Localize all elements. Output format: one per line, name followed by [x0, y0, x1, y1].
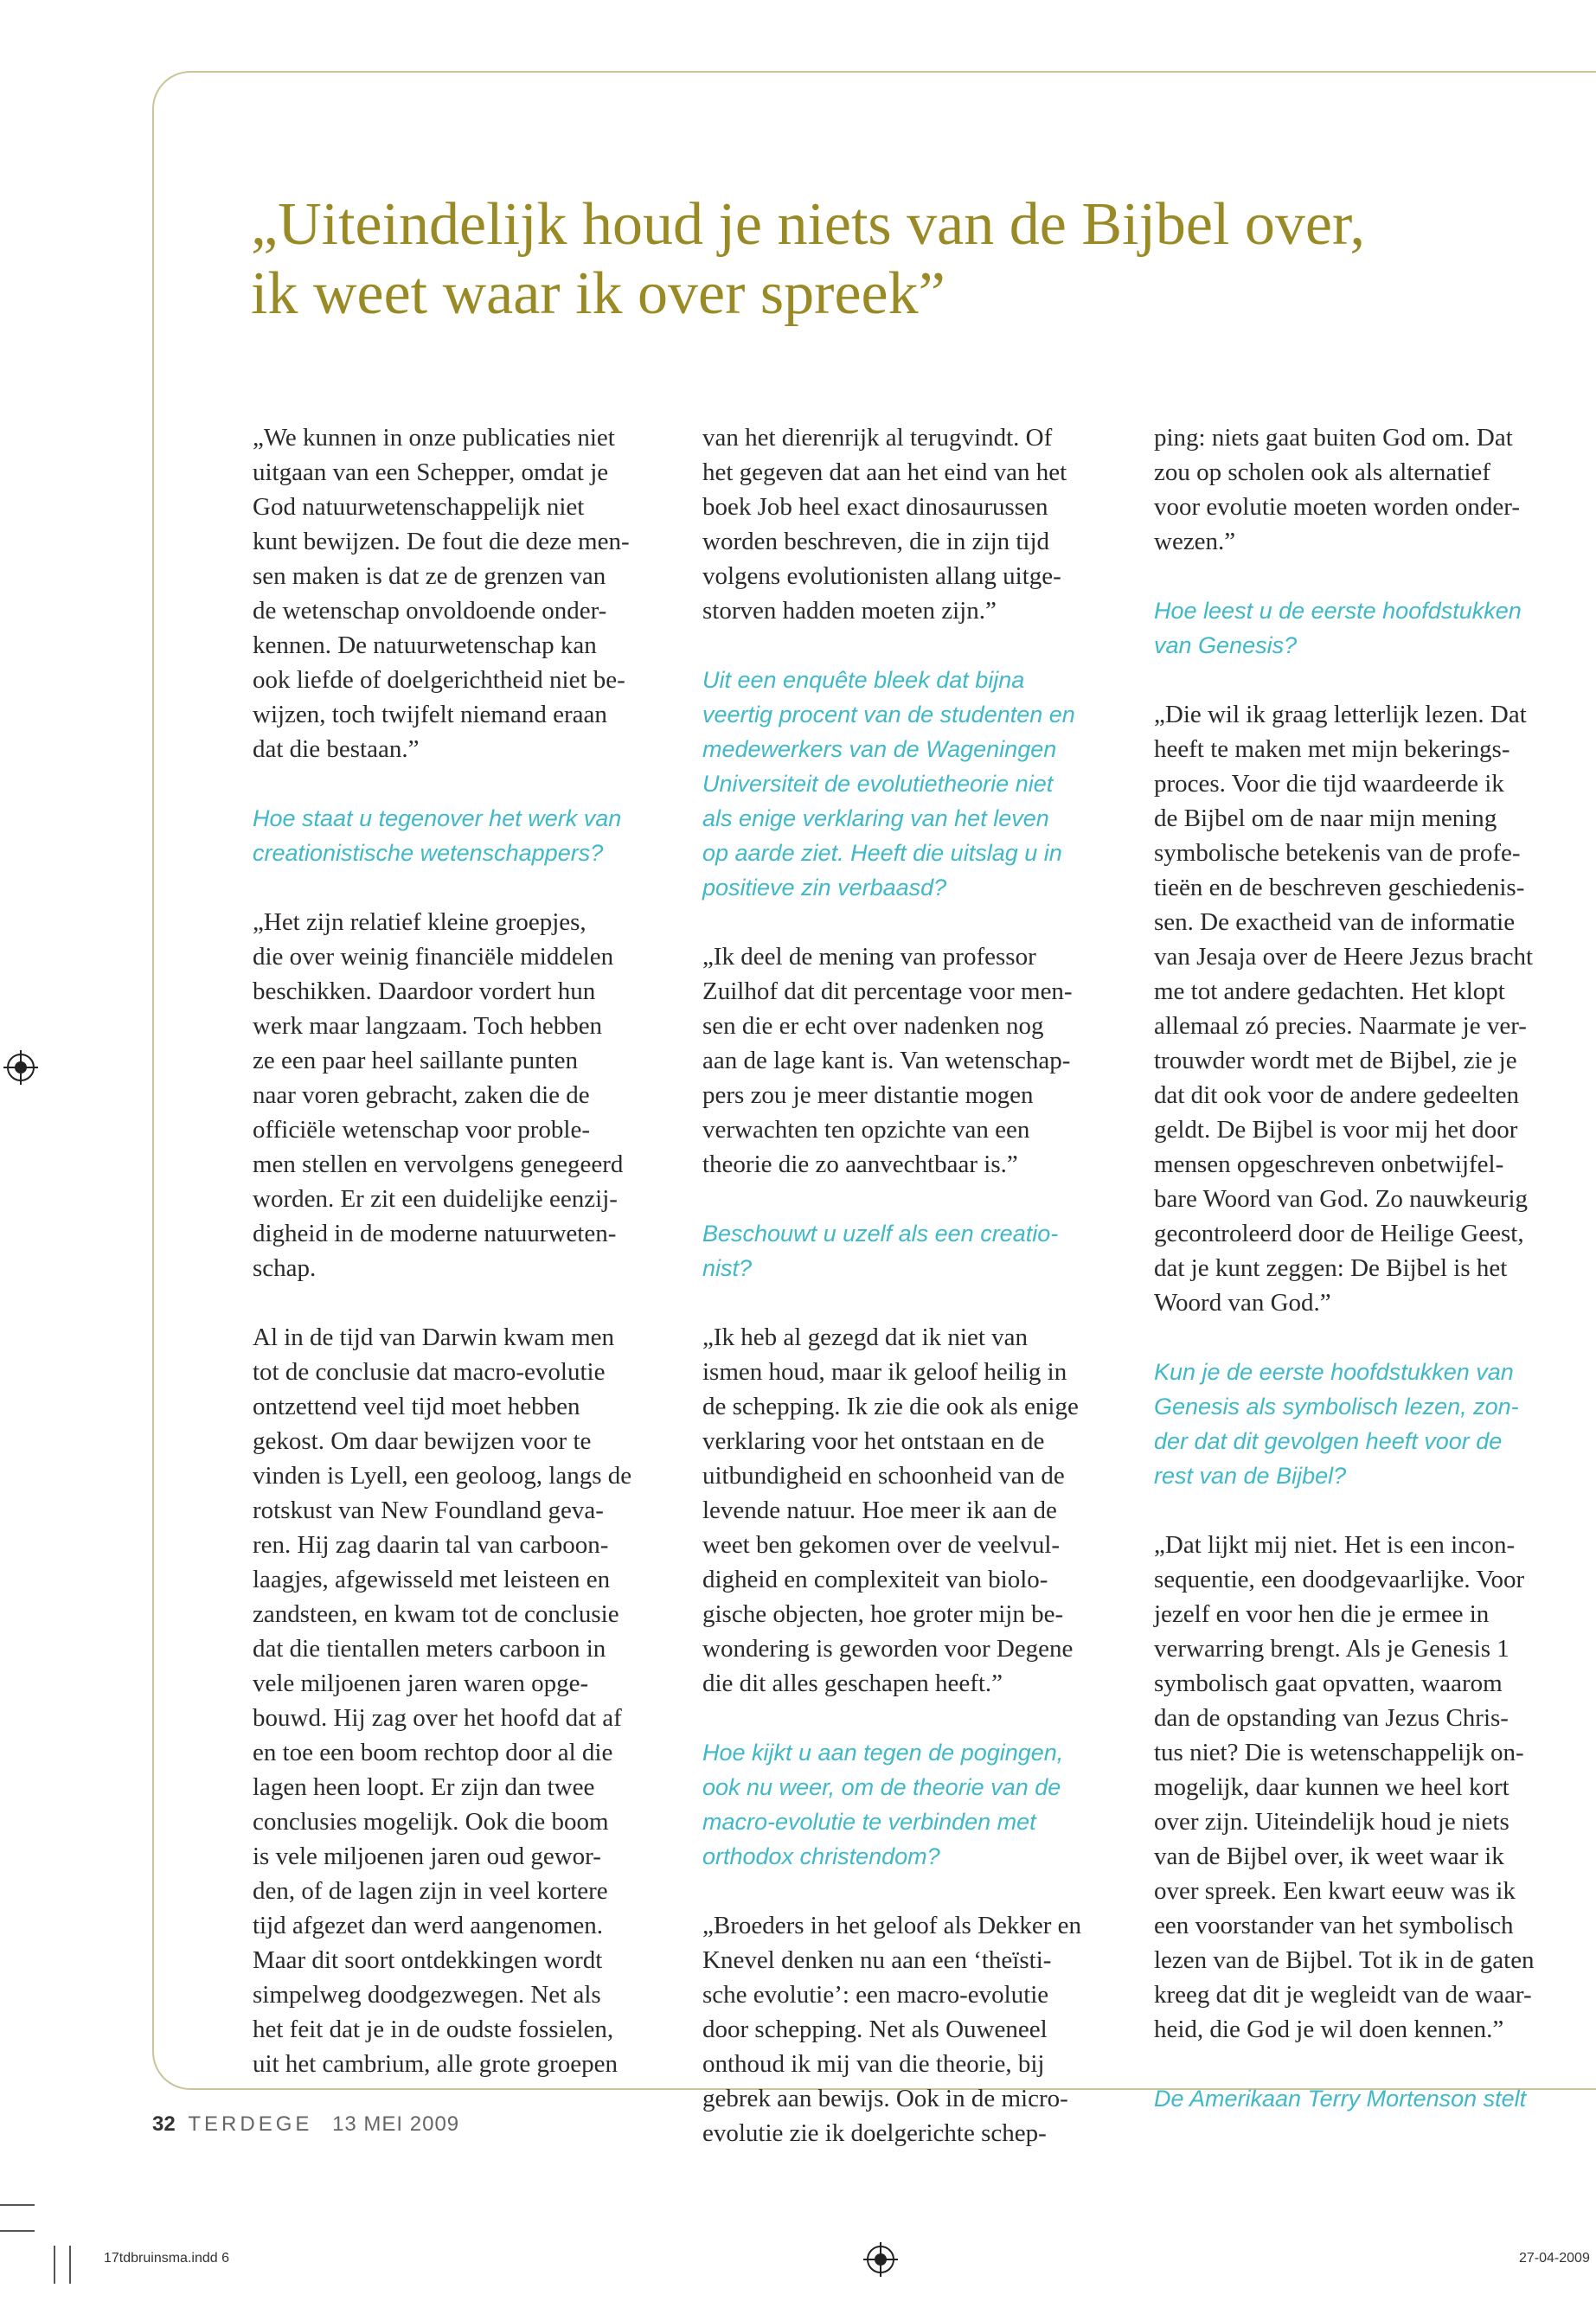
- text-line: lezen van de Bijbel. Tot ik in de gaten: [1154, 1946, 1535, 1974]
- text-line: onthoud ik mij van die theorie, bij: [702, 2050, 1045, 2078]
- text-line: van Jesaja over de Heere Jezus bracht: [1154, 943, 1534, 971]
- text-line: sen maken is dat ze de grenzen van: [253, 562, 606, 590]
- text-line: storven hadden moeten zijn.”: [702, 597, 997, 625]
- article-column-1: [253, 420, 676, 2081]
- text-line: veertig procent van de studenten en: [702, 702, 1075, 727]
- article-column-2: [702, 420, 1126, 2150]
- text-line: tot de conclusie dat macro-evolutie: [253, 1358, 606, 1386]
- text-line: gebrek aan bewijs. Ook in de micro-: [702, 2085, 1068, 2112]
- text-line: Hoe kijkt u aan tegen de pogingen,: [702, 1740, 1064, 1766]
- crop-mark-icon: [0, 2204, 35, 2206]
- text-line: van het dierenrijk al terugvindt. Of: [702, 424, 1053, 452]
- text-line: die dit alles geschapen heeft.”: [702, 1670, 1003, 1697]
- slug-date: 27-04-2009: [1519, 2251, 1590, 2266]
- text-line: op aarde ziet. Heeft die uitslag u in: [702, 840, 1062, 866]
- text-line: bouwd. Hij zag over het hoofd dat af: [253, 1704, 622, 1732]
- text-line: als enige verklaring van het leven: [702, 805, 1049, 831]
- registration-mark-left-icon: [7, 1054, 35, 1081]
- text-line: „We kunnen in onze publicaties niet: [253, 424, 615, 452]
- body-paragraph: [702, 1908, 1126, 2150]
- text-line: „Die wil ik graag letterlijk lezen. Dat: [1154, 701, 1527, 728]
- text-line: mogelijk, daar kunnen we heel kort: [1154, 1773, 1509, 1801]
- text-line: wondering is geworden voor Degene: [702, 1635, 1074, 1663]
- body-paragraph: [1154, 420, 1578, 559]
- text-line: medewerkers van de Wageningen: [702, 736, 1057, 762]
- headline-line-1: „Uiteindelijk houd je niets van de Bijbel over,: [251, 191, 1365, 258]
- text-line: dat die bestaan.”: [253, 735, 420, 763]
- text-line: sequentie, een doodgevaarlijke. Voor: [1154, 1566, 1525, 1593]
- text-line: kunt bewijzen. De fout die deze men-: [253, 528, 630, 555]
- text-line: ontzettend veel tijd moet hebben: [253, 1393, 580, 1420]
- body-paragraph: [702, 939, 1126, 1182]
- text-line: gekost. Om daar bewijzen voor te: [253, 1427, 592, 1455]
- body-paragraph: [253, 1320, 676, 2081]
- text-line: Maar dit soort ontdekkingen wordt: [253, 1946, 603, 1974]
- text-line: pers zou je meer distantie mogen: [702, 1081, 1034, 1109]
- paragraph-gap: [253, 1285, 676, 1320]
- text-line: symbolische betekenis van de profe-: [1154, 839, 1521, 867]
- text-line: „Broeders in het geloof als Dekker en: [702, 1912, 1082, 1939]
- text-line: uitbundigheid en schoonheid van de: [702, 1462, 1065, 1490]
- text-line: over spreek. Een kwart eeuw was ik: [1154, 1877, 1516, 1905]
- paragraph-gap: [1154, 1493, 1578, 1528]
- crop-mark-icon: [54, 2246, 55, 2284]
- text-line: officiële wetenschap voor proble-: [253, 1116, 590, 1144]
- text-line: theorie die zo aanvechtbaar is.”: [702, 1150, 1018, 1178]
- text-line: digheid en complexiteit van biolo-: [702, 1566, 1048, 1593]
- text-line: aan de lage kant is. Van wetenschap-: [702, 1047, 1071, 1074]
- text-line: zandsteen, en kwam tot de conclusie: [253, 1600, 619, 1628]
- slug-filename: 17tdbruinsma.indd 6: [104, 2251, 229, 2266]
- text-line: der dat dit gevolgen heeft voor de: [1154, 1428, 1503, 1454]
- headline: [251, 190, 1505, 329]
- text-line: dan de opstanding van Jezus Chris-: [1154, 1704, 1509, 1732]
- interview-question: [253, 801, 676, 870]
- text-line: Uit een enquête bleek dat bijna: [702, 667, 1025, 693]
- text-line: over zijn. Uiteindelijk houd je niets: [1154, 1808, 1509, 1836]
- text-line: heid, die God je wil doen kennen.”: [1154, 2016, 1504, 2043]
- paragraph-gap: [1154, 663, 1578, 697]
- text-line: lagen heen loopt. Er zijn dan twee: [253, 1773, 595, 1801]
- text-line: laagjes, afgewisseld met leisteen en: [253, 1566, 611, 1593]
- text-line: Al in de tijd van Darwin kwam men: [253, 1324, 614, 1351]
- text-line: volgens evolutionisten allang uitge-: [702, 562, 1061, 590]
- text-line: trouwder wordt met de Bijbel, zie je: [1154, 1047, 1517, 1074]
- text-line: symbolisch gaat opvatten, waarom: [1154, 1670, 1503, 1697]
- text-line: wezen.”: [1154, 528, 1236, 555]
- text-line: „Het zijn relatief kleine groepjes,: [253, 908, 586, 936]
- text-line: orthodox christendom?: [702, 1843, 940, 1869]
- text-line: voor evolutie moeten worden onder-: [1154, 493, 1521, 521]
- interview-question: [1154, 1355, 1578, 1493]
- text-line: tieën en de beschreven geschiedenis-: [1154, 874, 1525, 901]
- text-line: beschikken. Daardoor vordert hun: [253, 977, 596, 1005]
- body-paragraph: [253, 420, 676, 766]
- text-line: naar voren gebracht, zaken die de: [253, 1081, 590, 1109]
- paragraph-gap: [702, 1182, 1126, 1216]
- body-paragraph: [702, 1320, 1126, 1701]
- paragraph-gap: [702, 628, 1126, 663]
- text-line: nist?: [702, 1255, 753, 1281]
- text-line: van de Bijbel over, ik weet waar ik: [1154, 1843, 1504, 1870]
- text-line: dat die tientallen meters carboon in: [253, 1635, 606, 1663]
- text-line: jezelf en voor hen die je ermee in: [1154, 1600, 1490, 1628]
- text-line: het gegeven dat aan het eind van het: [702, 458, 1067, 486]
- text-line: Woord van God.”: [1154, 1289, 1331, 1317]
- text-line: allemaal zó precies. Naarmate je ver-: [1154, 1012, 1527, 1040]
- crop-mark-icon: [0, 2230, 35, 2232]
- interview-question: [702, 1216, 1126, 1285]
- paragraph-gap: [702, 1285, 1126, 1320]
- page-number: 32: [152, 2112, 176, 2136]
- text-line: rest van de Bijbel?: [1154, 1463, 1347, 1489]
- interview-question: [702, 1735, 1126, 1874]
- text-line: „Dat lijkt mij niet. Het is een incon-: [1154, 1531, 1516, 1559]
- text-line: God natuurwetenschappelijk niet: [253, 493, 585, 521]
- paragraph-gap: [1154, 1320, 1578, 1355]
- text-line: den, of de lagen zijn in veel kortere: [253, 1877, 608, 1905]
- text-line: die over weinig financiële middelen: [253, 943, 614, 971]
- crop-mark-icon: [69, 2246, 71, 2284]
- text-line: Hoe leest u de eerste hoofdstukken: [1154, 598, 1522, 624]
- paragraph-gap: [253, 766, 676, 801]
- text-line: heeft te maken met mijn bekerings-: [1154, 735, 1510, 763]
- text-line: schap.: [253, 1254, 317, 1282]
- text-line: me tot andere gedachten. Het klopt: [1154, 977, 1505, 1005]
- text-line: macro-evolutie te verbinden met: [702, 1809, 1036, 1835]
- text-line: worden beschreven, die in zijn tijd: [702, 528, 1050, 555]
- text-line: de schepping. Ik zie die ook als enige: [702, 1393, 1079, 1420]
- text-line: werk maar langzaam. Toch hebben: [253, 1012, 603, 1040]
- text-line: ook liefde of doelgerichtheid niet be-: [253, 666, 625, 694]
- text-line: Beschouwt u uzelf als een creatio-: [702, 1221, 1059, 1247]
- text-line: positieve zin verbaasd?: [702, 875, 947, 901]
- text-line: sen die er echt over nadenken nog: [702, 1012, 1044, 1040]
- text-line: ren. Hij zag daarin tal van carboon-: [253, 1531, 609, 1559]
- text-line: uitgaan van een Schepper, omdat je: [253, 458, 609, 486]
- text-line: sche evolutie’: een macro-evolutie: [702, 1981, 1049, 2009]
- registration-mark-bottom-icon: [867, 2246, 894, 2273]
- text-line: ze een paar heel saillante punten: [253, 1047, 578, 1074]
- text-line: creationistische wetenschappers?: [253, 840, 604, 866]
- text-line: ook nu weer, om de theorie van de: [702, 1774, 1061, 1800]
- text-line: door schepping. Net als Ouweneel: [702, 2016, 1048, 2043]
- body-paragraph: [1154, 697, 1578, 1320]
- page-footer: [152, 2112, 459, 2137]
- text-line: van Genesis?: [1154, 632, 1298, 658]
- text-line: vele miljoenen jaren waren opge-: [253, 1670, 589, 1697]
- text-line: verwachten ten opzichte van een: [702, 1116, 1030, 1144]
- text-line: Universiteit de evolutietheorie niet: [702, 771, 1054, 797]
- text-line: wijzen, toch twijfelt niemand eraan: [253, 701, 607, 728]
- text-line: verwarring brengt. Als je Genesis 1: [1154, 1635, 1509, 1663]
- text-line: verklaring voor het ontstaan en de: [702, 1427, 1045, 1455]
- body-paragraph: [702, 420, 1126, 628]
- text-line: dat je kunt zeggen: De Bijbel is het: [1154, 1254, 1508, 1282]
- interview-question: [1154, 2081, 1578, 2116]
- text-line: boek Job heel exact dinosaurussen: [702, 493, 1048, 521]
- text-line: „Ik deel de mening van professor: [702, 943, 1036, 971]
- text-line: de Bijbel om de naar mijn mening: [1154, 804, 1497, 832]
- text-line: men stellen en vervolgens genegeerd: [253, 1150, 624, 1178]
- paragraph-gap: [702, 905, 1126, 939]
- text-line: ping: niets gaat buiten God om. Dat: [1154, 424, 1513, 452]
- text-line: Genesis als symbolisch lezen, zon-: [1154, 1394, 1519, 1420]
- text-line: rotskust van New Foundland geva-: [253, 1497, 604, 1524]
- text-line: tus niet? Die is wetenschappelijk on-: [1154, 1739, 1524, 1766]
- text-line: vinden is Lyell, een geoloog, langs de: [253, 1462, 632, 1490]
- text-line: tijd afgezet dan werd aangenomen.: [253, 1912, 604, 1939]
- text-line: kreeg dat dit je wegleidt van de waar-: [1154, 1981, 1532, 2009]
- issue-date: 13 MEI 2009: [332, 2112, 460, 2136]
- text-line: dat dit ook voor de andere gedeelten: [1154, 1081, 1519, 1109]
- text-line: geldt. De Bijbel is voor mij het door: [1154, 1116, 1518, 1144]
- text-line: bare Woord van God. Zo nauwkeurig: [1154, 1185, 1529, 1213]
- text-line: een voorstander van het symbolisch: [1154, 1912, 1514, 1939]
- text-line: kennen. De natuurwetenschap kan: [253, 631, 597, 659]
- paragraph-gap: [253, 870, 676, 905]
- body-paragraph: [253, 905, 676, 1285]
- text-line: gische objecten, hoe groter mijn be-: [702, 1600, 1064, 1628]
- text-line: en toe een boom rechtop door al die: [253, 1739, 613, 1766]
- text-line: De Amerikaan Terry Mortenson stelt: [1154, 2086, 1527, 2112]
- text-line: mensen opgeschreven onbetwijfel-: [1154, 1150, 1504, 1178]
- text-line: ismen houd, maar ik geloof heilig in: [702, 1358, 1067, 1386]
- text-line: Knevel denken nu aan een ‘theïsti-: [702, 1946, 1052, 1974]
- text-line: weet ben gekomen over de veelvul-: [702, 1531, 1061, 1559]
- text-line: is vele miljoenen jaren oud gewor-: [253, 1843, 601, 1870]
- text-line: digheid in de moderne natuurweten-: [253, 1220, 617, 1247]
- text-line: „Ik heb al gezegd dat ik niet van: [702, 1324, 1029, 1351]
- headline-line-2: ik weet waar ik over spreek”: [251, 260, 945, 327]
- interview-question: [1154, 593, 1578, 663]
- paragraph-gap: [702, 1874, 1126, 1908]
- article-column-3: [1154, 420, 1578, 2116]
- paragraph-gap: [702, 1701, 1126, 1735]
- text-line: Hoe staat u tegenover het werk van: [253, 805, 622, 831]
- text-line: Zuilhof dat dit percentage voor men-: [702, 977, 1073, 1005]
- text-line: sen. De exactheid van de informatie: [1154, 908, 1516, 936]
- paragraph-gap: [1154, 2047, 1578, 2081]
- magazine-name: TERDEGE: [188, 2112, 313, 2136]
- interview-question: [702, 663, 1126, 905]
- body-paragraph: [1154, 1528, 1578, 2047]
- text-line: conclusies mogelijk. Ook die boom: [253, 1808, 609, 1836]
- text-line: de wetenschap onvoldoende onder-: [253, 597, 607, 625]
- text-line: zou op scholen ook als alternatief: [1154, 458, 1490, 486]
- text-line: proces. Voor die tijd waardeerde ik: [1154, 770, 1504, 798]
- text-line: simpelweg doodgezwegen. Net als: [253, 1981, 601, 2009]
- text-line: gecontroleerd door de Heilige Geest,: [1154, 1220, 1524, 1247]
- text-line: worden. Er zit een duidelijke eenzij-: [253, 1185, 618, 1213]
- text-line: Kun je de eerste hoofdstukken van: [1154, 1359, 1514, 1385]
- text-line: evolutie zie ik doelgerichte schep-: [702, 2119, 1047, 2147]
- paragraph-gap: [1154, 559, 1578, 593]
- text-line: uit het cambrium, alle grote groepen: [253, 2050, 618, 2078]
- text-line: het feit dat je in de oudste fossielen,: [253, 2016, 614, 2043]
- text-line: levende natuur. Hoe meer ik aan de: [702, 1497, 1057, 1524]
